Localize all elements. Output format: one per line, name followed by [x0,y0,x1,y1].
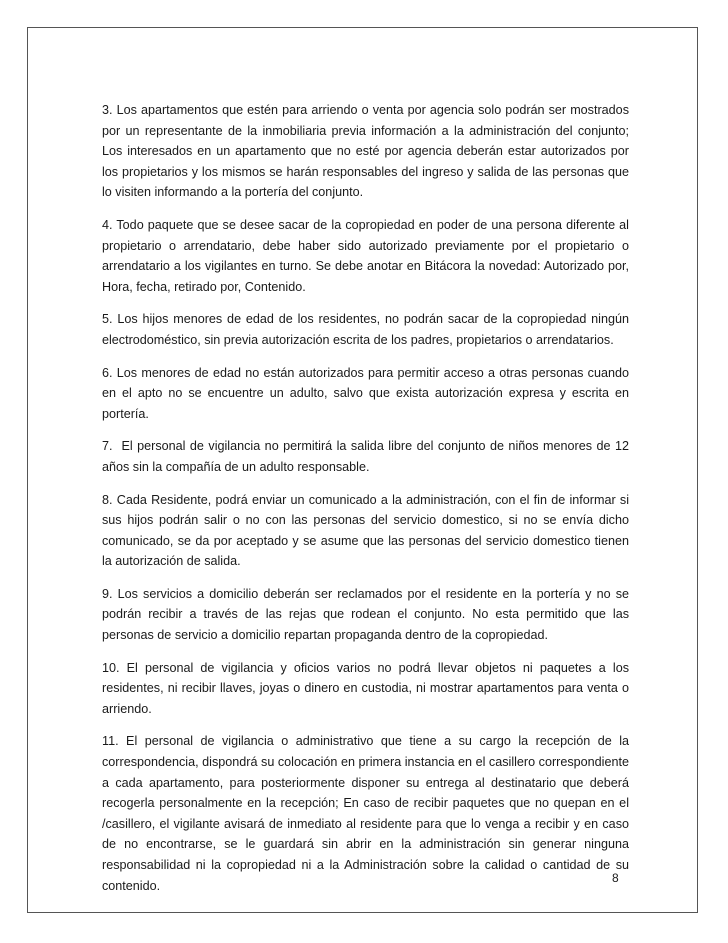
paragraph-rule-6: 6. Los menores de edad no están autorizados para permitir acceso a otras personas cuando en el apto no se encuentre un adulto, salvo que exista autorización expresa y escrita en portería. [102,365,629,421]
paragraph-rule-5: 5. Los hijos menores de edad de los residentes, no podrán sacar de la copropiedad ningún electrodoméstico, sin previa autorización escrita de los padres, propietarios o arrendatarios. [102,312,629,347]
paragraph-rule-7: 7. El personal de vigilancia no permitirá la salida libre del conjunto de niños menores de 12 años sin la compañía de un adulto responsable. [102,439,633,474]
page-number: 8 [612,871,619,885]
paragraph-rule-9: 9. Los servicios a domicilio deberán ser reclamados por el residente en la portería y no se podrán recibir a través de las rejas que rodean el conjunto. No esta permitido que las personas de servicio a domicilio repartan propaganda dentro de la copropiedad. [102,586,629,643]
paragraph-rule-8: 8. Cada Residente, podrá enviar un comunicado a la administración, con el fin de informar si sus hijos podrán salir o no con las personas del servicio domestico, si no se envía dicho comunicado, se da por aceptado y se asume que las personas del servicio domestico tienen la autorización de salida. [102,492,629,569]
paragraph-rule-4: 4. Todo paquete que se desee sacar de la copropiedad en poder de una persona diferente al propietario o arrendatario, debe haber sido autorizado previamente por el propietario o arrendatario a los vigilantes en turno. Se debe anotar en Bitácora la novedad: Autorizado por, Hora, fecha, retirado por, Contenido. [102,217,629,294]
document-body [102,100,633,908]
paragraph-rule-10: 10. El personal de vigilancia y oficios varios no podrá llevar objetos ni paquetes a los residentes, ni recibir llaves, joyas o dinero en custodia, ni mostrar apartamentos para venta o arriendo. [102,660,629,716]
paragraph-rule-11: 11. El personal de vigilancia o administrativo que tiene a su cargo la recepción de la correspondencia, dispondrá su colocación en primera instancia en el casillero correspondiente a cada apartamento, para posteriormente disponer su entrega al destinatario que deberá recogerla personalmente en la recepción; En caso de recibir paquetes que no quepan en el /casillero, el vigilante avisará de inmediato al residente para que lo venga a recibir y en caso de no encontrarse, se le guardará sin abrir en la administración sin generar ninguna responsabilidad ni la copropiedad ni a la Administración sobre la calidad o cantidad de su contenido. [102,734,629,893]
paragraph-rule-3: 3. Los apartamentos que estén para arriendo o venta por agencia solo podrán ser mostrados por un representante de la inmobiliaria previa información a la administración del conjunto; Los interesados en un apartamento que no esté por agencia deberán estar autorizados por los propietarios y los mismos se harán responsables del ingreso y salida de las personas que lo visiten informando a la portería del conjunto. [102,103,629,200]
